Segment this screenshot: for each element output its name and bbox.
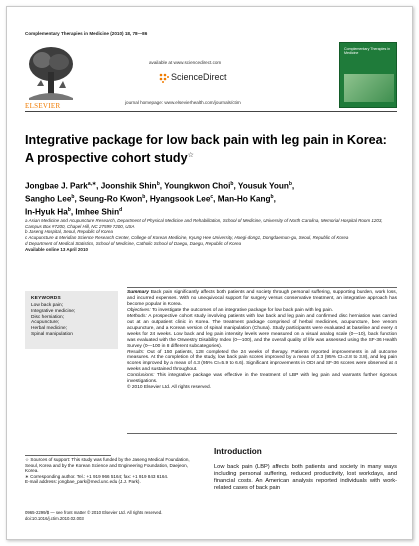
author-name: Seung-Ro Kwon xyxy=(79,194,143,204)
author-affiliation-mark: a,∗ xyxy=(87,181,97,187)
abstract-text: Out of 150 patients, 128 completed the 24 weeks of therapy. Patients reported improvements in all outcome measures. At the completion of the study, low back pain scores improved by a mean of 3.3 (95% CI=2.8 to 3.8), and leg pain scores improved by a mean of 4.3 (95% CI=5.9 to 6.6). Significant improvements in ODI and SF-36 scores were observed at 4 weeks and sustained throughout. xyxy=(127,349,397,373)
keyword-item: Low back pain; xyxy=(31,303,63,308)
abstract-copyright xyxy=(127,385,397,391)
elsevier-tree-logo-icon xyxy=(25,42,77,106)
affiliation-a: a Asian Medicine and Acupuncture Research, Department of Physical Medicine and Rehabilitation, School of Medicine, University of North Carolina, Memorial Hospital Room 1203, Campus Box #7200, Chapel Hill, NC 27599 7200, USA xyxy=(25,218,383,229)
author-separator: , xyxy=(70,208,76,218)
affiliation-b: b Jaseng Hospital, Seoul, Republic of Korea xyxy=(25,229,114,235)
author-name: Sangho Lee xyxy=(25,194,72,204)
running-head: Complementary Therapies in Medicine (2010) 18, 78—86 xyxy=(25,31,148,36)
keyword-item: Acupuncture; xyxy=(31,320,60,326)
abstract-results xyxy=(127,350,397,374)
article-page xyxy=(6,6,413,540)
affiliations xyxy=(25,218,397,252)
author-separator: , xyxy=(74,194,80,204)
author-name: Youngkwon Choi xyxy=(164,181,231,191)
author-name: Man-Ho Kang xyxy=(217,194,271,204)
copyright-text: © 2010 Elsevier Ltd. All rights reserved. xyxy=(127,385,212,391)
keywords-box xyxy=(25,291,118,349)
author-affiliation-mark: b xyxy=(230,181,234,187)
author-separator: , xyxy=(96,181,101,191)
author-separator: , xyxy=(233,181,238,191)
issn-line: 0965-2299/$ — see front matter © 2010 Elsevier Ltd. All rights reserved. xyxy=(25,510,163,515)
abstract-label: Methods: xyxy=(127,313,147,319)
available-online: Available online 13 April 2010 xyxy=(25,246,88,252)
article-title-text: Integrative package for low back pain with leg pain in Korea: A prospective cohort study xyxy=(25,133,387,166)
author-affiliation-mark: d xyxy=(119,207,123,214)
author-affiliation-mark: b xyxy=(71,194,75,201)
author-name: Yousuk Youn xyxy=(237,181,289,191)
abstract-text: A prospective cohort study involving patients with low back and leg pain and confirmed disc herniation was carried out at an outpatient clinic in Korea. The treatment package comprised of herbal medicines, acupuncture, bee venom acupuncture, and a Korean version of spinal manipulation (Chuna). Study participants were evaluated at baseline and every 4 weeks for 24 weeks. Low back and leg pain intensity levels were measured on a visual analog scale (0—10), back function was evaluated with the Oswestry Disability Index (0—100), and the overall quality of life was assessed using the SF-36 Health Survey (0—100 in 8 different subcategories). xyxy=(127,313,397,349)
footnote-corresponding: ∗ Corresponding author. Tel.: +1 919 966 5164; fax: +1 919 843 6164. xyxy=(25,473,169,479)
abstract-label: Conclusions: xyxy=(127,373,155,379)
author-list xyxy=(25,179,397,218)
available-at-line: available at www.sciencedirect.com xyxy=(149,60,222,65)
author-name: Hyangsook Lee xyxy=(149,194,211,204)
author-affiliation-mark: b xyxy=(288,181,292,187)
author-separator: , xyxy=(291,181,295,191)
author-name: Joonshik Shin xyxy=(100,181,157,191)
cover-title: Complementary Therapies in Medicine xyxy=(344,47,391,56)
journal-homepage-line[interactable]: journal homepage: www.elsevierhealth.com/journals/ctim xyxy=(125,100,241,105)
sciencedirect-wordmark: ScienceDirect xyxy=(171,72,227,82)
sciencedirect-logo[interactable] xyxy=(159,70,249,86)
author-affiliation-mark: b xyxy=(156,181,160,187)
abstract-summary xyxy=(127,290,397,308)
elsevier-wordmark: ELSEVIER xyxy=(25,102,61,110)
sciencedirect-dots-icon xyxy=(159,73,169,83)
abstract-bottom-rule xyxy=(127,433,397,434)
keywords-heading: KEYWORDS xyxy=(31,296,61,301)
author-name: In-Hyuk Ha xyxy=(25,208,68,218)
author-separator: , xyxy=(145,194,150,204)
footnote-email[interactable]: E-mail address: jongbae_park@med.unc.edu (J.J. Park). xyxy=(25,479,141,484)
front-matter-line xyxy=(25,510,195,521)
author-separator: , xyxy=(273,194,276,204)
keyword-item: Spinal manipulation xyxy=(31,331,73,337)
author-name: Jongbae J. Park xyxy=(25,181,88,191)
abstract-text: To investigate the outcomes of an integrative package for low back pain with leg pain. xyxy=(151,307,334,313)
author-affiliation-mark: b xyxy=(270,194,274,201)
footnotes xyxy=(25,457,195,485)
keyword-item: Integrative medicine; xyxy=(31,308,76,314)
author-name: Imhee Shin xyxy=(75,208,120,218)
journal-header xyxy=(25,42,397,112)
abstract-text: This integrative package was effective in the treatment of LBP with leg pain and warrants further rigorous investigations. xyxy=(127,373,397,385)
author-separator: , xyxy=(159,181,165,191)
author-affiliation-mark: c xyxy=(210,194,214,201)
keyword-item: Herbal medicine; xyxy=(31,326,67,332)
author-affiliation-mark: b xyxy=(67,207,71,214)
abstract-label: Results: xyxy=(127,349,145,355)
abstract xyxy=(127,290,397,391)
affiliation-c: c Acupuncture & Meridian Science Research Center, College of Korean Medicine, Kyung Hee University, Hoegi-dong1, Dongdaemun-gu, Seoul, Republic of Korea xyxy=(25,235,349,241)
footnote-support: ☆ Sources of support: This study was funded by the Jaseng Medical Foundation, Seoul, Korea and by the Korean Science and Engineering Foundation, Daejeon, Korea. xyxy=(25,457,190,473)
abstract-conclusions xyxy=(127,373,397,385)
doi-link[interactable]: doi:10.1016/j.ctim.2010.02.003 xyxy=(25,515,84,521)
introduction-text: Low back pain (LBP) affects both patients and society in many ways including personal suffering, reduced productivity, lost workdays, and financial costs. An American analysis reported individuals with work-related cases of back pain xyxy=(214,464,397,491)
abstract-label: Objectives: xyxy=(127,307,151,313)
cover-image xyxy=(344,74,394,102)
affiliation-d: d Department of Medical Statistics, School of Medicine, Catholic School of Daegu, Daegu, Republic of Korea xyxy=(25,240,242,246)
author-affiliation-mark: b xyxy=(142,194,146,201)
journal-cover-icon xyxy=(339,42,397,108)
article-title xyxy=(25,133,397,166)
title-footnote-mark: ☆ xyxy=(187,152,194,159)
abstract-top-rule xyxy=(127,287,397,288)
introduction-heading: Introduction xyxy=(214,447,262,456)
author-separator: , xyxy=(213,194,218,204)
abstract-text: Back pain significantly affects both patients and society through personal suffering, supporting burden, work loss, and incurred expenses. With no unequivocal support for surgery versus conservative treatment, an integrative approach has become popular in Korea. xyxy=(127,290,397,307)
abstract-label: Summary xyxy=(127,290,149,295)
footnote-rule xyxy=(25,455,111,456)
abstract-methods xyxy=(127,314,397,350)
keyword-item: Disc herniation; xyxy=(31,314,65,320)
